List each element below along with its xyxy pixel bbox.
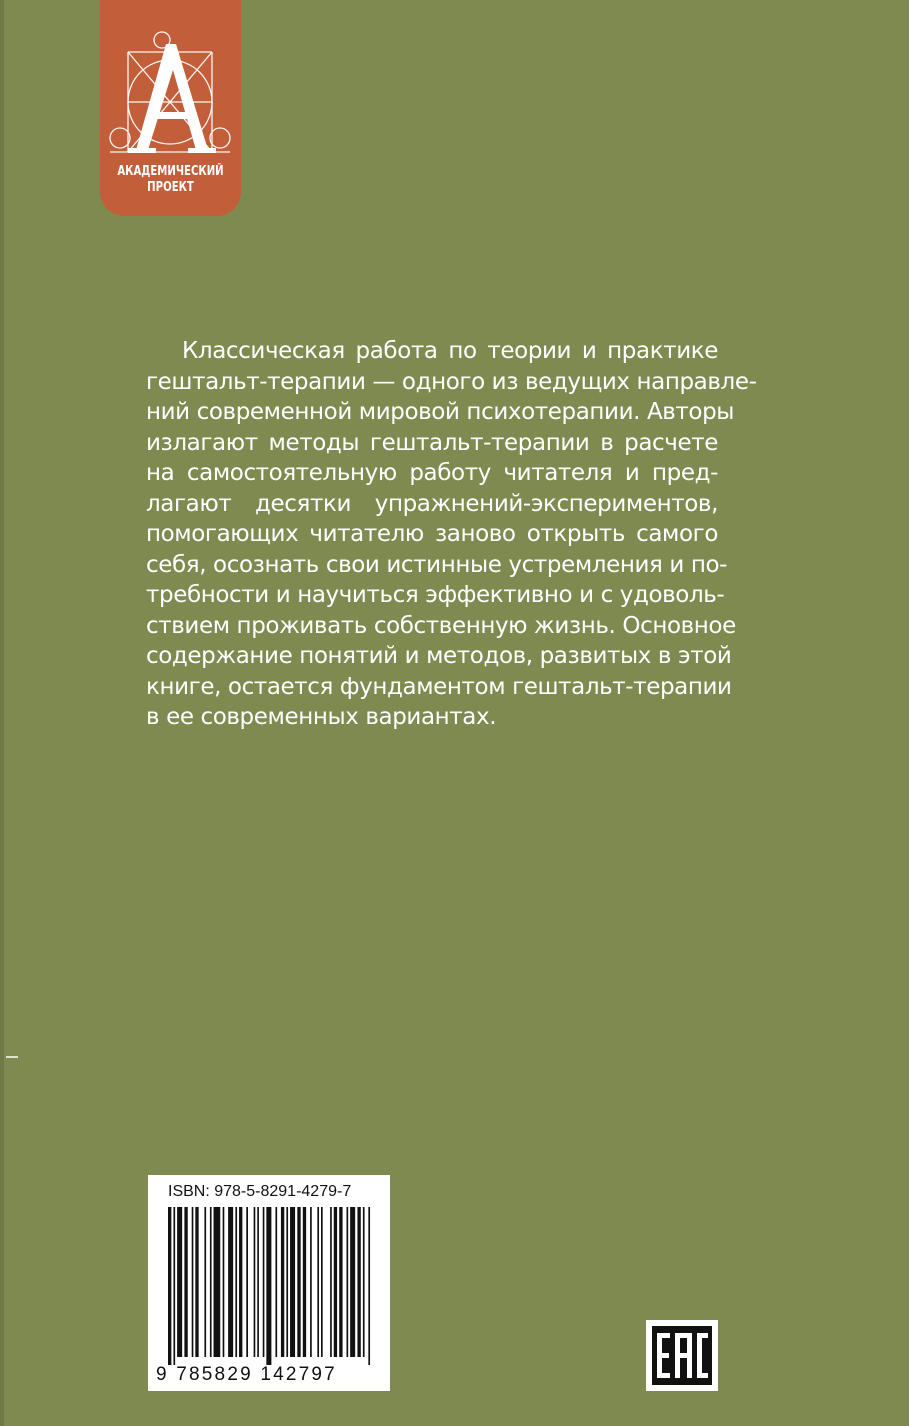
description-line: требности и научиться эффективно и с удоволь-: [146, 582, 725, 608]
barcode-bar: [177, 1207, 182, 1357]
description-line: ствием проживать собственную жизнь. Основное: [146, 612, 736, 639]
barcode-bar: [347, 1207, 349, 1357]
barcode-bars: [168, 1207, 372, 1365]
description-line: ний современной мировой психотерапии. Авторы: [146, 399, 735, 425]
eac-conformity-icon: [646, 1320, 718, 1391]
barcode-bar: [246, 1207, 248, 1357]
book-description: [146, 336, 757, 733]
barcode-bar: [192, 1207, 194, 1357]
barcode-bar: [303, 1207, 306, 1357]
barcode-bar: [168, 1207, 171, 1365]
barcode-bar: [223, 1207, 225, 1357]
barcode-bar: [350, 1207, 355, 1357]
barcode-bar: [275, 1207, 277, 1357]
barcode-bar: [204, 1207, 206, 1357]
trim-mark: [6, 1056, 18, 1058]
barcode-bar: [368, 1207, 370, 1365]
barcode-bar: [228, 1207, 233, 1357]
publisher-name-line1: АКАДЕМИЧЕСКИЙ: [117, 164, 224, 179]
barcode-bar: [210, 1207, 212, 1357]
cover-edge: [0, 0, 4, 1426]
barcode-label: [148, 1175, 390, 1391]
barcode-bar: [257, 1207, 259, 1357]
barcode-bar: [195, 1207, 198, 1357]
barcode-bar: [263, 1207, 265, 1357]
barcode-bar: [281, 1207, 284, 1357]
barcode-bar: [239, 1207, 242, 1357]
barcode-bar: [235, 1207, 237, 1357]
barcode-bar: [266, 1207, 271, 1365]
eac-mark: [646, 1320, 718, 1391]
description-line: гештальт-терапии — одного из ведущих направле-: [146, 368, 757, 395]
barcode-bar: [184, 1207, 187, 1357]
barcode-bar: [357, 1207, 360, 1357]
description-line: на самостоятельную работу читателя и пред-: [146, 460, 718, 486]
barcode-bar: [339, 1207, 342, 1357]
barcode-bar: [363, 1207, 365, 1357]
ean-digits: 9 785829 142797: [156, 1364, 337, 1385]
description-line: в ее современных вариантах.: [146, 704, 497, 730]
description-line: себя, осознать свои истинные устремления и по-: [146, 551, 728, 578]
barcode-bar: [173, 1207, 175, 1365]
description-line: книге, остается фундаментом гештальт-терапии: [146, 673, 732, 700]
description-line: лагают десятки упражнений-экспериментов,: [146, 490, 718, 517]
description-line: излагают методы гештальт-терапии в расчете: [146, 429, 718, 456]
barcode-bar: [254, 1207, 256, 1357]
description-line: помогающих читателю заново открыть самого: [146, 521, 718, 547]
barcode-bar: [330, 1207, 332, 1357]
barcode-bar: [310, 1207, 312, 1357]
description-line: содержание понятий и методов, развитых в этой: [146, 643, 732, 669]
barcode-bar: [290, 1207, 295, 1357]
barcode-bar: [214, 1207, 221, 1357]
barcode-bar: [317, 1207, 319, 1357]
publisher-logo: [100, 0, 241, 216]
barcode-bar: [286, 1207, 288, 1357]
isbn-text: ISBN: 978-5-8291-4279-7: [168, 1183, 352, 1200]
barcode-bar: [297, 1207, 300, 1357]
barcode-bar: [321, 1207, 323, 1357]
description-line: Классическая работа по теории и практике: [182, 338, 718, 364]
publisher-name-line2: ПРОЕКТ: [147, 180, 194, 195]
barcode-bar: [334, 1207, 337, 1357]
